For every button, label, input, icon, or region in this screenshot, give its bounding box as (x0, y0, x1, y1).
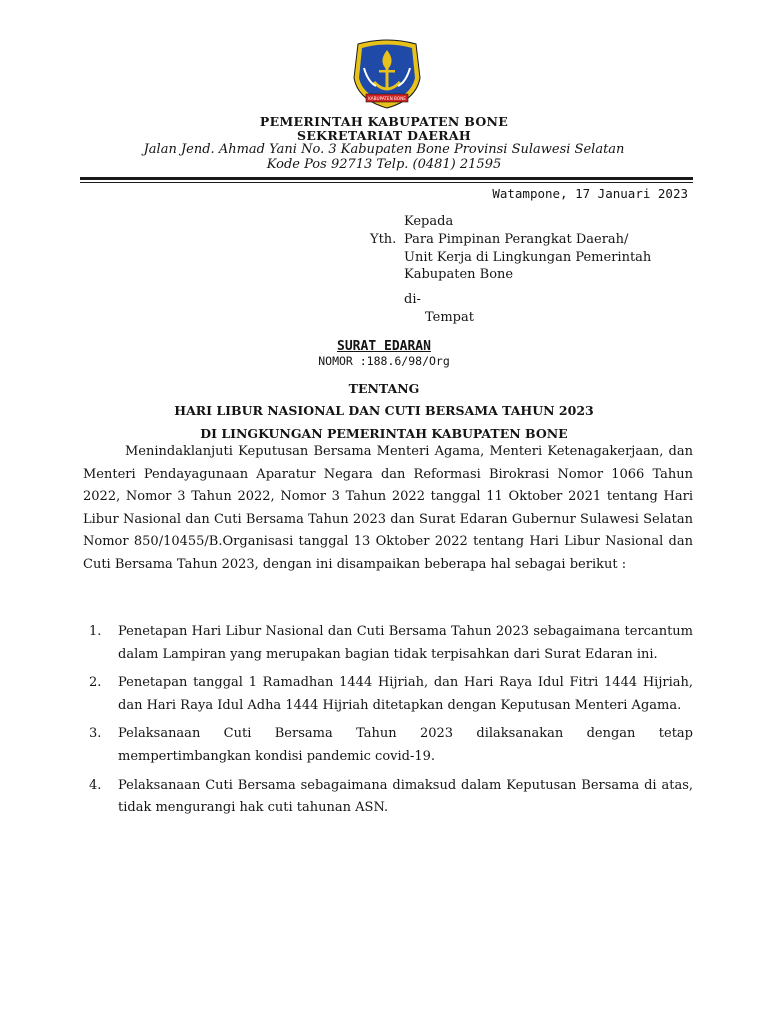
points-list (83, 621, 693, 826)
intro-paragraph: Menindaklanjuti Keputusan Bersama Menteri Agama, Menteri Ketenagakerjaan, dan Menteri Pendayagunaan Aparatur Negara dan Reformasi Birokrasi Nomor 1066 Tahun 2022, Nomor 3 Tahun 2022, Nomor 3 Tahun 2022 tanggal 11 Oktober 2021 tentang Hari Libur Nasional dan Cuti Bersama Tahun 2023 dan Surat Edaran Gubernur Sulawesi Selatan Nomor 850/10455/B.Organisasi tanggal 13 Oktober 2022 tentang Hari Libur Nasional dan Cuti Bersama Tahun 2023, dengan ini disampaikan beberapa hal sebagai berikut : (83, 444, 693, 572)
list-item-text: Pelaksanaan Cuti Bersama Tahun 2023 dilaksanakan dengan tetap mempertimbangkan kondisi pandemic covid-19. (118, 726, 693, 764)
list-item (83, 621, 693, 666)
letterhead-dept: SEKRETARIAT DAERAH (297, 128, 471, 143)
subject-label: TENTANG (348, 381, 420, 396)
recipient-line-2: Unit Kerja di Lingkungan Pemerintah (404, 250, 652, 265)
list-item-text: Pelaksanaan Cuti Bersama sebagaimana dimaksud dalam Keputusan Bersama di atas, tidak mengurangi hak cuti tahunan ASN. (118, 777, 693, 816)
subject-line-2: DI LINGKUNGAN PEMERINTAH KABUPATEN BONE (200, 426, 568, 441)
recipient-line-1: Para Pimpinan Perangkat Daerah/ (404, 232, 629, 247)
recipient-line-3: Kabupaten Bone (404, 267, 514, 282)
letterhead-divider-thin (80, 182, 693, 183)
list-item-number: 3. (89, 726, 102, 742)
list-item-number: 2. (89, 675, 102, 691)
recipient-tempat: Tempat (425, 310, 474, 325)
list-item-number: 1. (89, 624, 102, 639)
list-item-text: Penetapan tanggal 1 Ramadhan 1444 Hijriah, dan Hari Raya Idul Fitri 1444 Hijriah, dan Hari Raya Idul Adha 1444 Hijriah ditetapkan dengan Keputusan Menteri Agama. (118, 675, 693, 713)
circular-title: SURAT EDARAN (337, 339, 431, 354)
emblem-banner-text: KABUPATEN BONE (368, 96, 406, 101)
list-item (83, 672, 693, 717)
subject-line-1: HARI LIBUR NASIONAL DAN CUTI BERSAMA TAHUN 2023 (174, 403, 594, 418)
letter-date: Watampone, 17 Januari 2023 (492, 186, 688, 201)
recipient-kepada: Kepada (404, 214, 454, 229)
list-item (83, 723, 693, 768)
list-item-text: Penetapan Hari Libur Nasional dan Cuti Bersama Tahun 2023 sebagaimana tercantum dalam Lampiran yang merupakan bagian tidak terpisahkan dari Surat Edaran ini. (118, 624, 693, 662)
letterhead-postal: Kode Pos 92713 Telp. (0481) 21595 (266, 157, 502, 172)
list-item (83, 775, 693, 820)
letterhead-address: Jalan Jend. Ahmad Yani No. 3 Kabupaten Bone Provinsi Sulawesi Selatan (143, 142, 625, 157)
letterhead-divider-thick (80, 177, 693, 180)
circular-number: NOMOR :188.6/98/Org (318, 354, 450, 368)
letterhead-org: PEMERINTAH KABUPATEN BONE (259, 114, 509, 129)
recipient-di: di- (404, 292, 421, 307)
list-item-number: 4. (89, 777, 102, 793)
kabupaten-bone-emblem-icon (350, 38, 424, 110)
recipient-yth: Yth. (370, 232, 397, 247)
